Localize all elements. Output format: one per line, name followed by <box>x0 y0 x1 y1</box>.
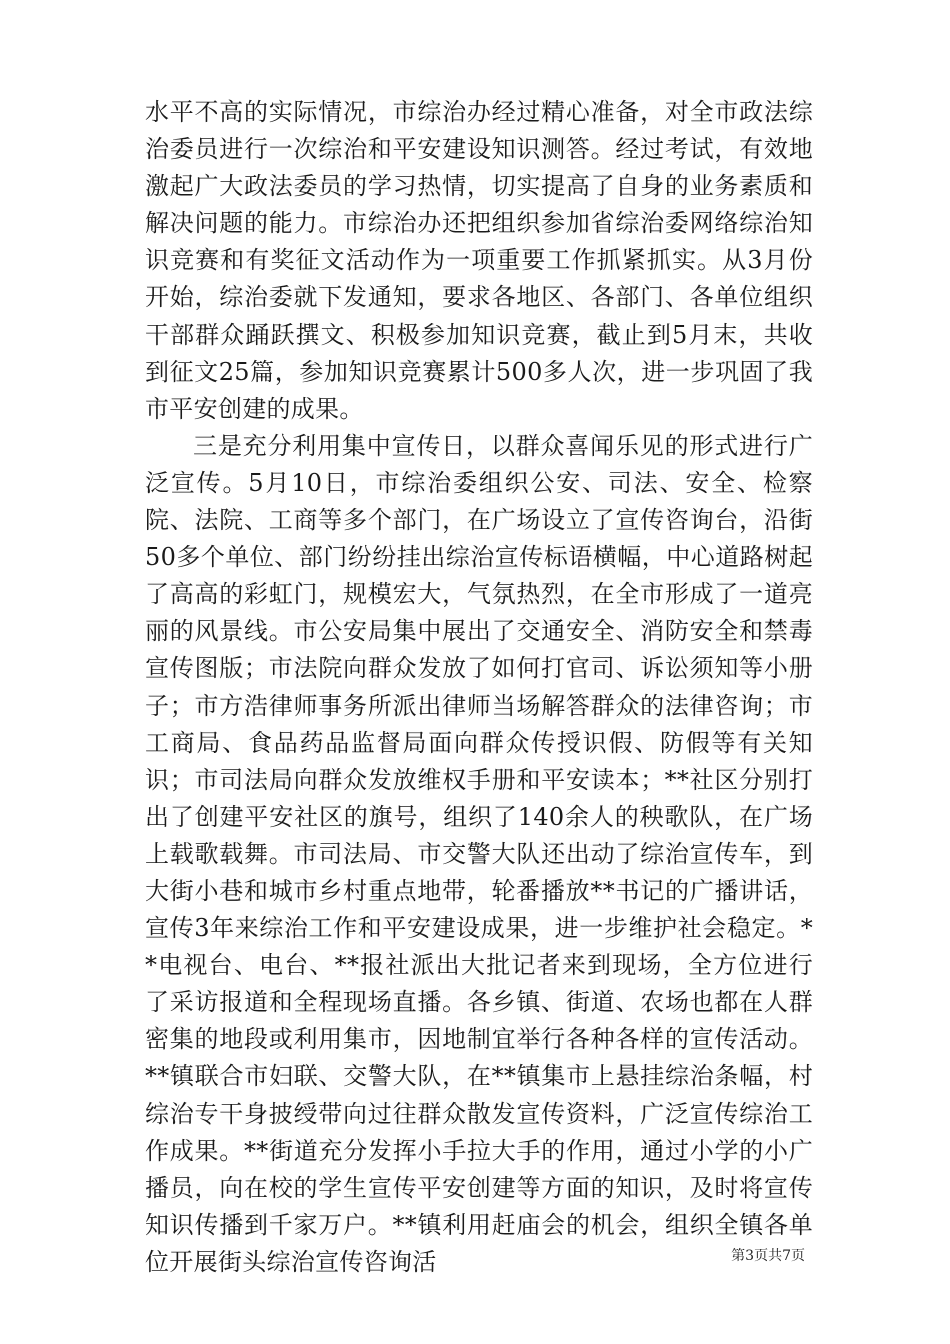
page-number-footer: 第3页共7页 <box>731 1248 805 1264</box>
paragraph-1: 水平不高的实际情况，市综治办经过精心准备，对全市政法综治委员进行一次综治和平安建设知识测答。经过考试，有效地激起广大政法委员的学习热情，切实提高了自身的业务素质和解决问题的能力。市综治办还把组织参加省综治委网络综治知识竞赛和有奖征文活动作为一项重要工作抓紧抓实。从3月份开始，综治委就下发通知，要求各地区、各部门、各单位组织干部群众踊跃撰文、积极参加知识竞赛，截止到5月末，共收到征文25篇，参加知识竞赛累计500多人次，进一步巩固了我市平安创建的成果。 <box>145 98 813 423</box>
document-body <box>145 94 813 1281</box>
paragraph-2: 三是充分利用集中宣传日，以群众喜闻乐见的形式进行广泛宣传。5月10日，市综治委组织公安、司法、安全、检察院、法院、工商等多个部门，在广场设立了宣传咨询台，沿街50多个单位、部门纷纷挂出综治宣传标语横幅，中心道路树起了高高的彩虹门，规模宏大，气氛热烈，在全市形成了一道亮丽的风景线。市公安局集中展出了交通安全、消防安全和禁毒宣传图版；市法院向群众发放了如何打官司、诉讼须知等小册子；市方浩律师事务所派出律师当场解答群众的法律咨询；市工商局、食品药品监督局面向群众传授识假、防假等有关知识；市司法局向群众发放维权手册和平安读本；**社区分别打出了创建平安社区的旗号，组织了140余人的秧歌队，在广场上载歌载舞。市司法局、市交警大队还出动了综治宣传车，到大街小巷和城市乡村重点地带，轮番播放**书记的广播讲话，宣传3年来综治工作和平安建设成果，进一步维护社会稳定。**电视台、电台、**报社派出大批记者来到现场，全方位进行了采访报道和全程现场直播。各乡镇、街道、农场也都在人群密集的地段或利用集市，因地制宜举行各种各样的宣传活动。**镇联合市妇联、交警大队，在**镇集市上悬挂综治条幅，村综治专干身披绶带向过往群众散发宣传资料，广泛宣传综治工作成果。**街道充分发挥小手拉大手的作用，通过小学的小广播员，向在校的学生宣传平安创建等方面的知识，及时将宣传知识传播到千家万户。**镇利用赶庙会的机会，组织全镇各单位开展街头综治宣传咨询活 <box>145 431 813 1276</box>
